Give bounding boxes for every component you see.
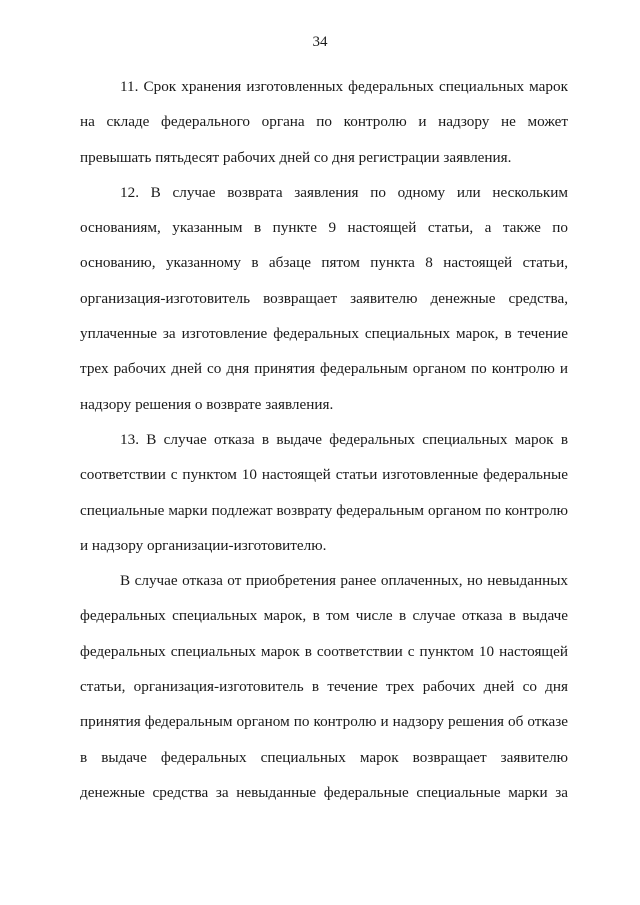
text-line: В случае отказа от приобретения ранее оплаченных, но невыданных xyxy=(120,572,568,590)
text-line: 11. Срок хранения изготовленных федеральных специальных марок xyxy=(120,78,568,95)
text-line: и надзору организации-изготовителю. xyxy=(80,536,327,554)
text-line: федеральных специальных марок, в том числе в случае отказа в выдаче xyxy=(80,607,568,625)
text-line: превышать пятьдесят рабочих дней со дня регистрации заявления. xyxy=(80,148,512,166)
paragraph-13-continuation xyxy=(80,563,568,810)
text-line: основаниям, указанным в пункте 9 настоящей статьи, а также по xyxy=(80,219,568,237)
paragraph-12 xyxy=(80,175,568,422)
page-number: 34 xyxy=(312,34,328,50)
text-line: принятия федеральным органом по контролю и надзору решения об отказе xyxy=(80,713,568,731)
text-line: организация-изготовитель возвращает заявителю денежные средства, xyxy=(80,289,568,307)
text-line: на складе федерального органа по контролю и надзору не может xyxy=(80,113,568,131)
text-line: трех рабочих дней со дня принятия федеральным органом по контролю и xyxy=(80,360,568,378)
text-line: уплаченные за изготовление федеральных специальных марок, в течение xyxy=(80,325,568,343)
text-line: в выдаче федеральных специальных марок возвращает заявителю xyxy=(80,748,568,766)
text-line: 13. В случае отказа в выдаче федеральных специальных марок в xyxy=(120,430,568,448)
text-line: статьи, организация-изготовитель в течение трех рабочих дней со дня xyxy=(80,678,568,696)
text-line: федеральных специальных марок в соответствии с пунктом 10 настоящей xyxy=(80,642,568,660)
paragraph-13 xyxy=(80,422,568,563)
text-line: специальные марки подлежат возврату федеральным органом по контролю xyxy=(80,501,568,519)
document-body xyxy=(80,69,568,810)
text-line: денежные средства за невыданные федеральные специальные марки за xyxy=(80,783,568,801)
text-line: 12. В случае возврата заявления по одному или нескольким xyxy=(120,183,568,201)
text-line: соответствии с пунктом 10 настоящей статьи изготовленные федеральные xyxy=(80,466,568,484)
text-line: надзору решения о возврате заявления. xyxy=(80,395,334,413)
paragraph-11 xyxy=(80,69,568,175)
text-line: основанию, указанному в абзаце пятом пункта 8 настоящей статьи, xyxy=(80,254,568,272)
